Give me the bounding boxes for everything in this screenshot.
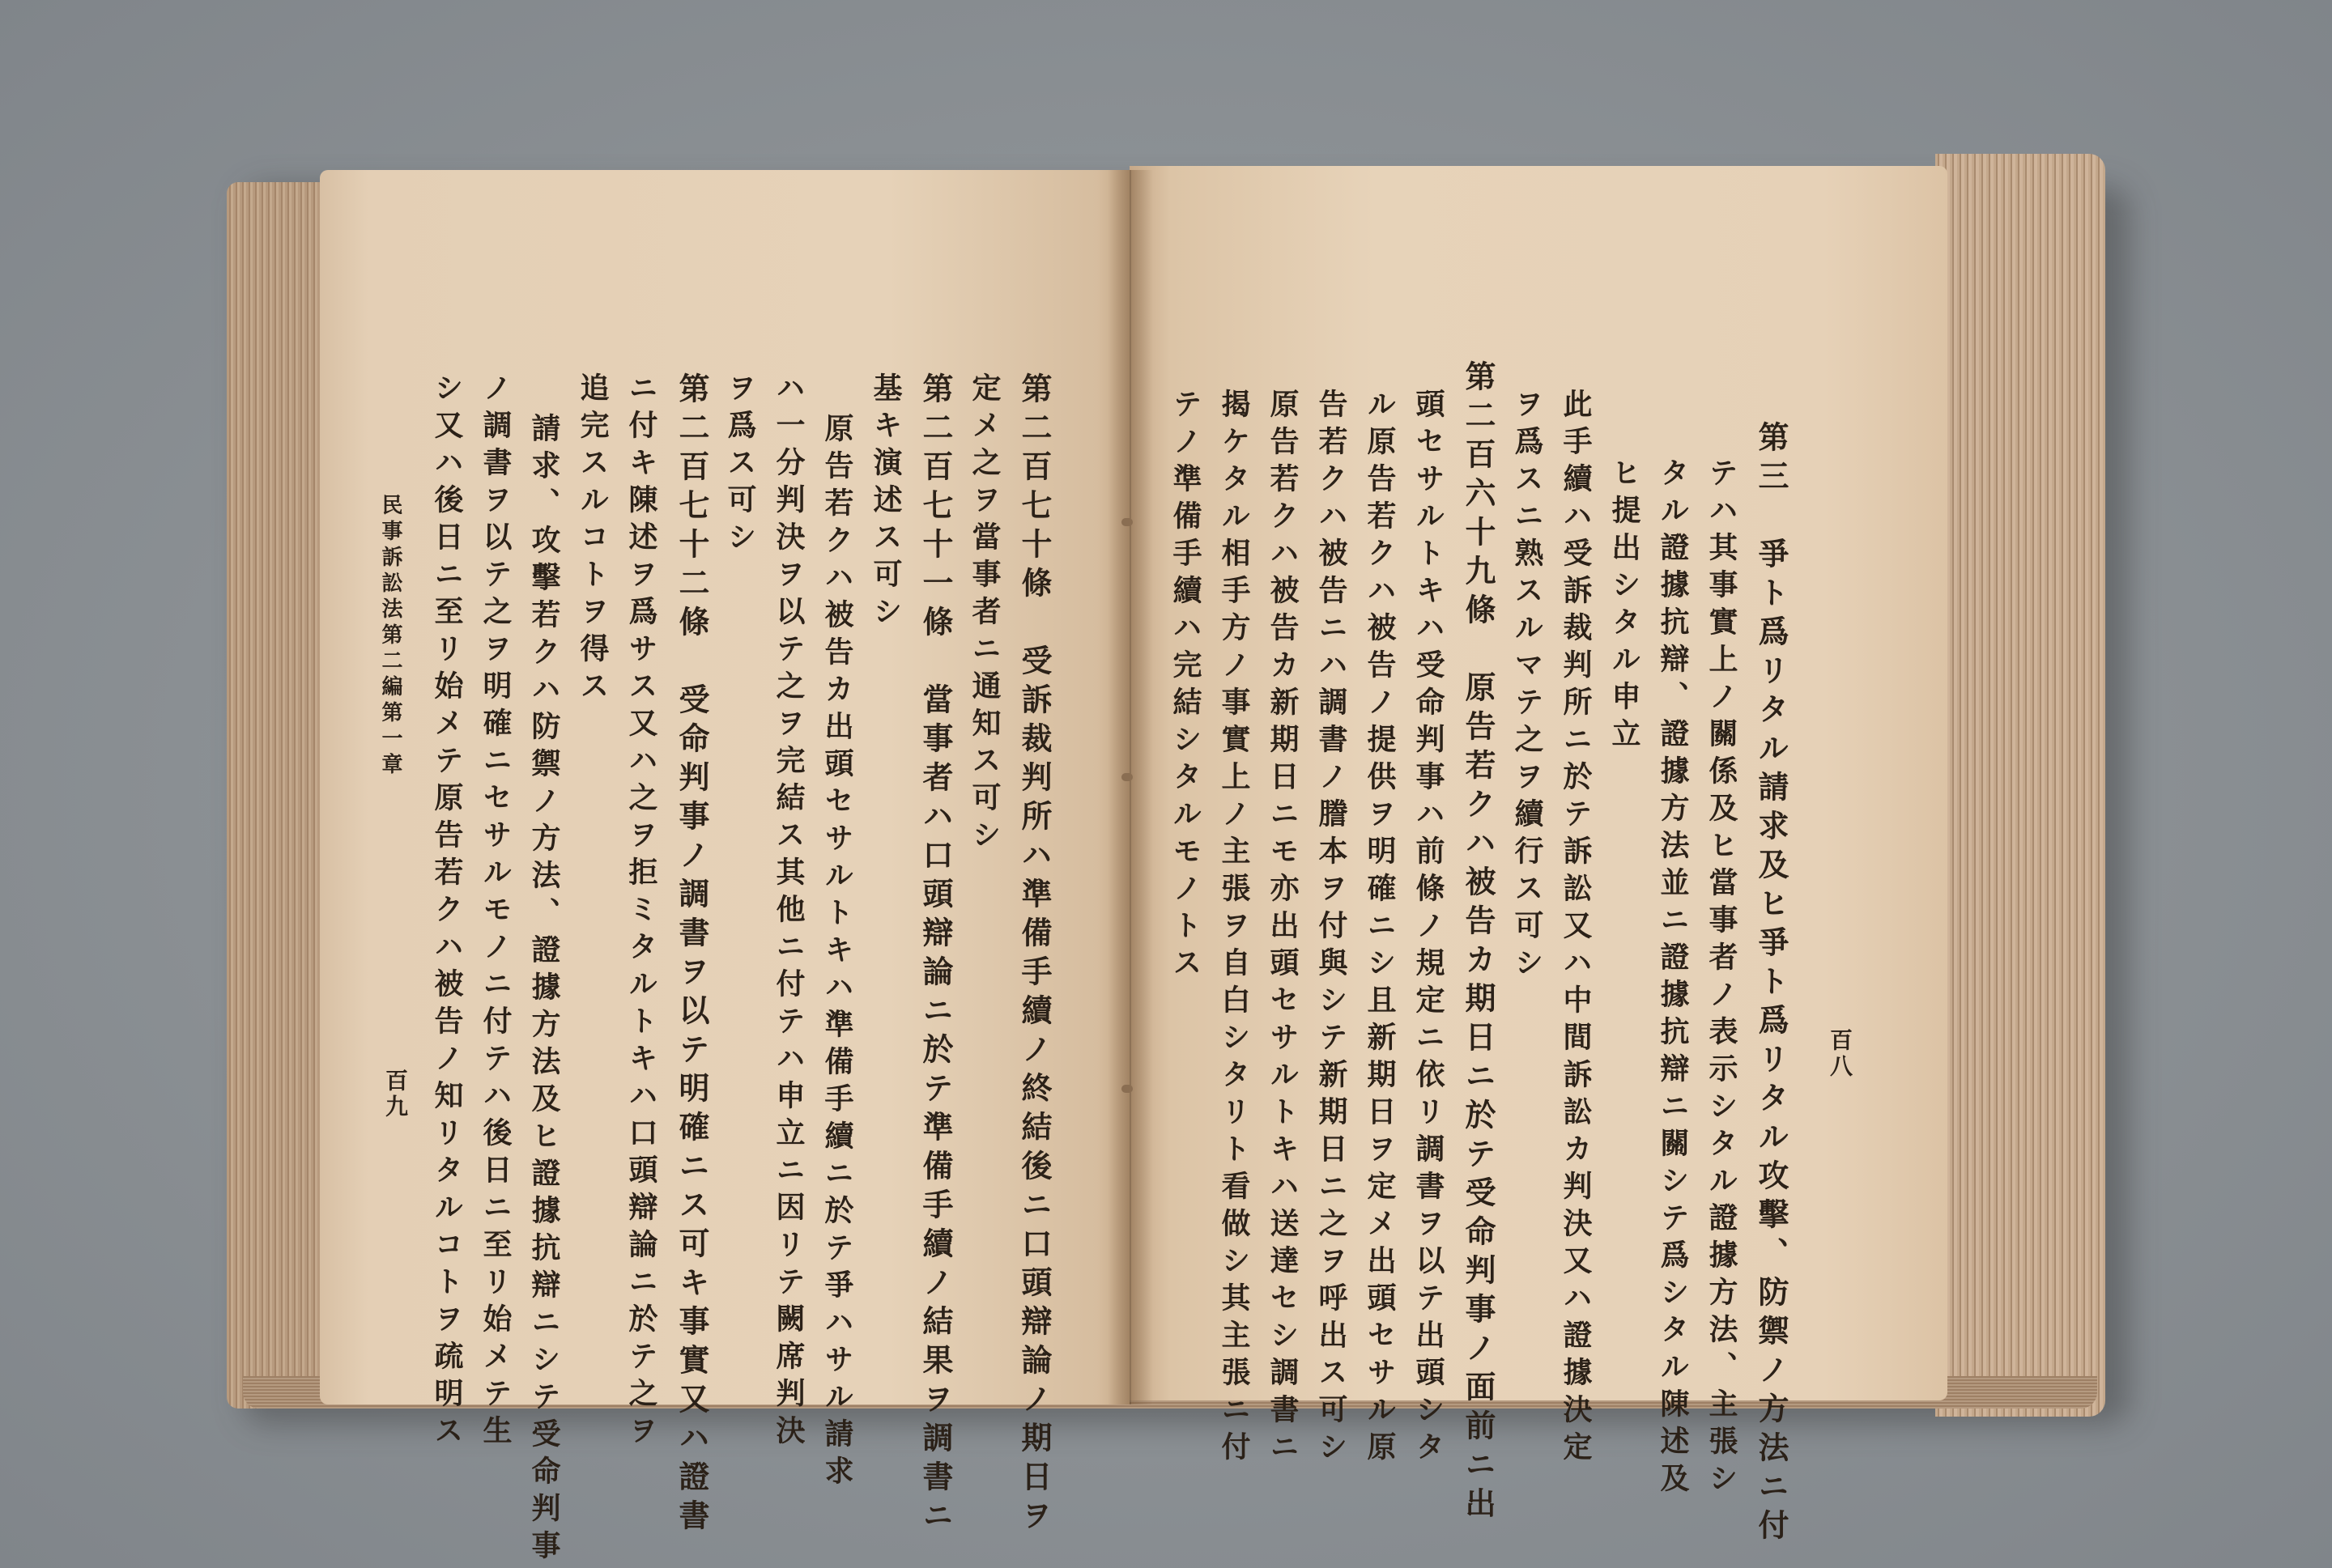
right-text-column: テハ其事實上ノ關係及ヒ當事者ノ表示シタル證據方法、主張シ <box>1704 457 1738 1500</box>
binding-stitch <box>1121 773 1133 781</box>
binding-stitch <box>1121 518 1133 526</box>
right-text-column: 告若クハ被告ニハ調書ノ謄本ヲ付與シテ新期日ニ之ヲ呼出ス可シ <box>1314 389 1348 1468</box>
page-number-left: 百九 <box>382 1069 409 1120</box>
right-text-column: 第三 爭ト爲リタル請求及ヒ爭ト爲リタル攻擊、防禦ノ方法ニ付 <box>1753 421 1789 1548</box>
page-number-right: 百八 <box>1827 1028 1853 1080</box>
left-text-column: 請求、攻擊若クハ防禦ノ方法、證據方法及ヒ證據抗辯ニシテ受命判事 <box>527 413 561 1567</box>
right-text-column: ル原告若クハ被告ノ提供ヲ明確ニシ且新期日ヲ定メ出頭セサル原 <box>1363 389 1397 1468</box>
left-text-column: 第二百七十二條 受命判事ノ調書ヲ以テ明確ニス可キ事實又ハ證書 <box>674 372 710 1538</box>
left-text-column: ノ調書ヲ以テ之ヲ明確ニセサルモノニ付テハ後日ニ至リ始メテ生 <box>479 372 513 1452</box>
binding-stitch <box>1121 1085 1133 1093</box>
right-text-column: テノ準備手續ハ完結シタルモノトス <box>1168 389 1202 984</box>
left-text-column: 基キ演述ス可シ <box>869 372 903 633</box>
book-page-edges-right <box>1935 154 2105 1417</box>
left-text-column: 定メ之ヲ當事者ニ通知ス可シ <box>968 372 1002 856</box>
right-text-column: 原告若クハ被告カ新期日ニモ亦出頭セサルトキハ送達セシ調書ニ <box>1266 389 1300 1468</box>
left-text-column: 追完スルコトヲ得ス <box>576 372 610 708</box>
right-text-column: 頭セサルトキハ受命判事ハ前條ノ規定ニ依リ調書ヲ以テ出頭シタ <box>1411 389 1445 1468</box>
book-gutter <box>1108 170 1153 1404</box>
right-text-column: 第二百六十九條 原告若クハ被告カ期日ニ於テ受命判事ノ面前ニ出 <box>1460 360 1496 1526</box>
right-text-column: 揭ケタル相手方ノ事實上ノ主張ヲ自白シタリト看做シ其主張ニ付 <box>1217 389 1251 1468</box>
right-text-column: タル證據抗辯、證據方法並ニ證據抗辯ニ關シテ爲シタル陳述及 <box>1656 457 1690 1500</box>
chapter-footer: 民事訴訟法第二編第一章 <box>378 494 402 779</box>
left-text-column: ニ付キ陳述ヲ爲サス又ハ之ヲ拒ミタルトキハ口頭辯論ニ於テ之ヲ <box>624 372 658 1452</box>
left-text-column: 原告若クハ被告カ出頭セサルトキハ準備手續ニ於テ爭ハサル請求 <box>820 413 854 1493</box>
left-text-column: ヲ爲ス可シ <box>723 372 757 559</box>
book-page-edges-left <box>227 182 332 1409</box>
left-text-column: ハ一分判決ヲ以テ之ヲ完結ス其他ニ付テハ申立ニ因リテ闕席判決 <box>772 372 806 1452</box>
left-text-column: 第二百七十條 受訴裁判所ハ準備手續ノ終結後ニ口頭辯論ノ期日ヲ <box>1016 372 1053 1538</box>
left-text-column: シ又ハ後日ニ至リ始メテ原告若クハ被告ノ知リタルコトヲ疏明ス <box>430 372 464 1452</box>
right-text-column: ヲ爲スニ熟スルマテ之ヲ續行ス可シ <box>1510 389 1544 984</box>
right-text-column: 此手續ハ受訴裁判所ニ於テ訴訟又ハ中間訴訟カ判決又ハ證據決定 <box>1559 389 1593 1468</box>
right-text-column: ヒ提出シタル申立 <box>1607 457 1641 755</box>
left-text-column: 第二百七十一條 當事者ハ口頭辯論ニ於テ準備手續ノ結果ヲ調書ニ <box>917 372 954 1538</box>
